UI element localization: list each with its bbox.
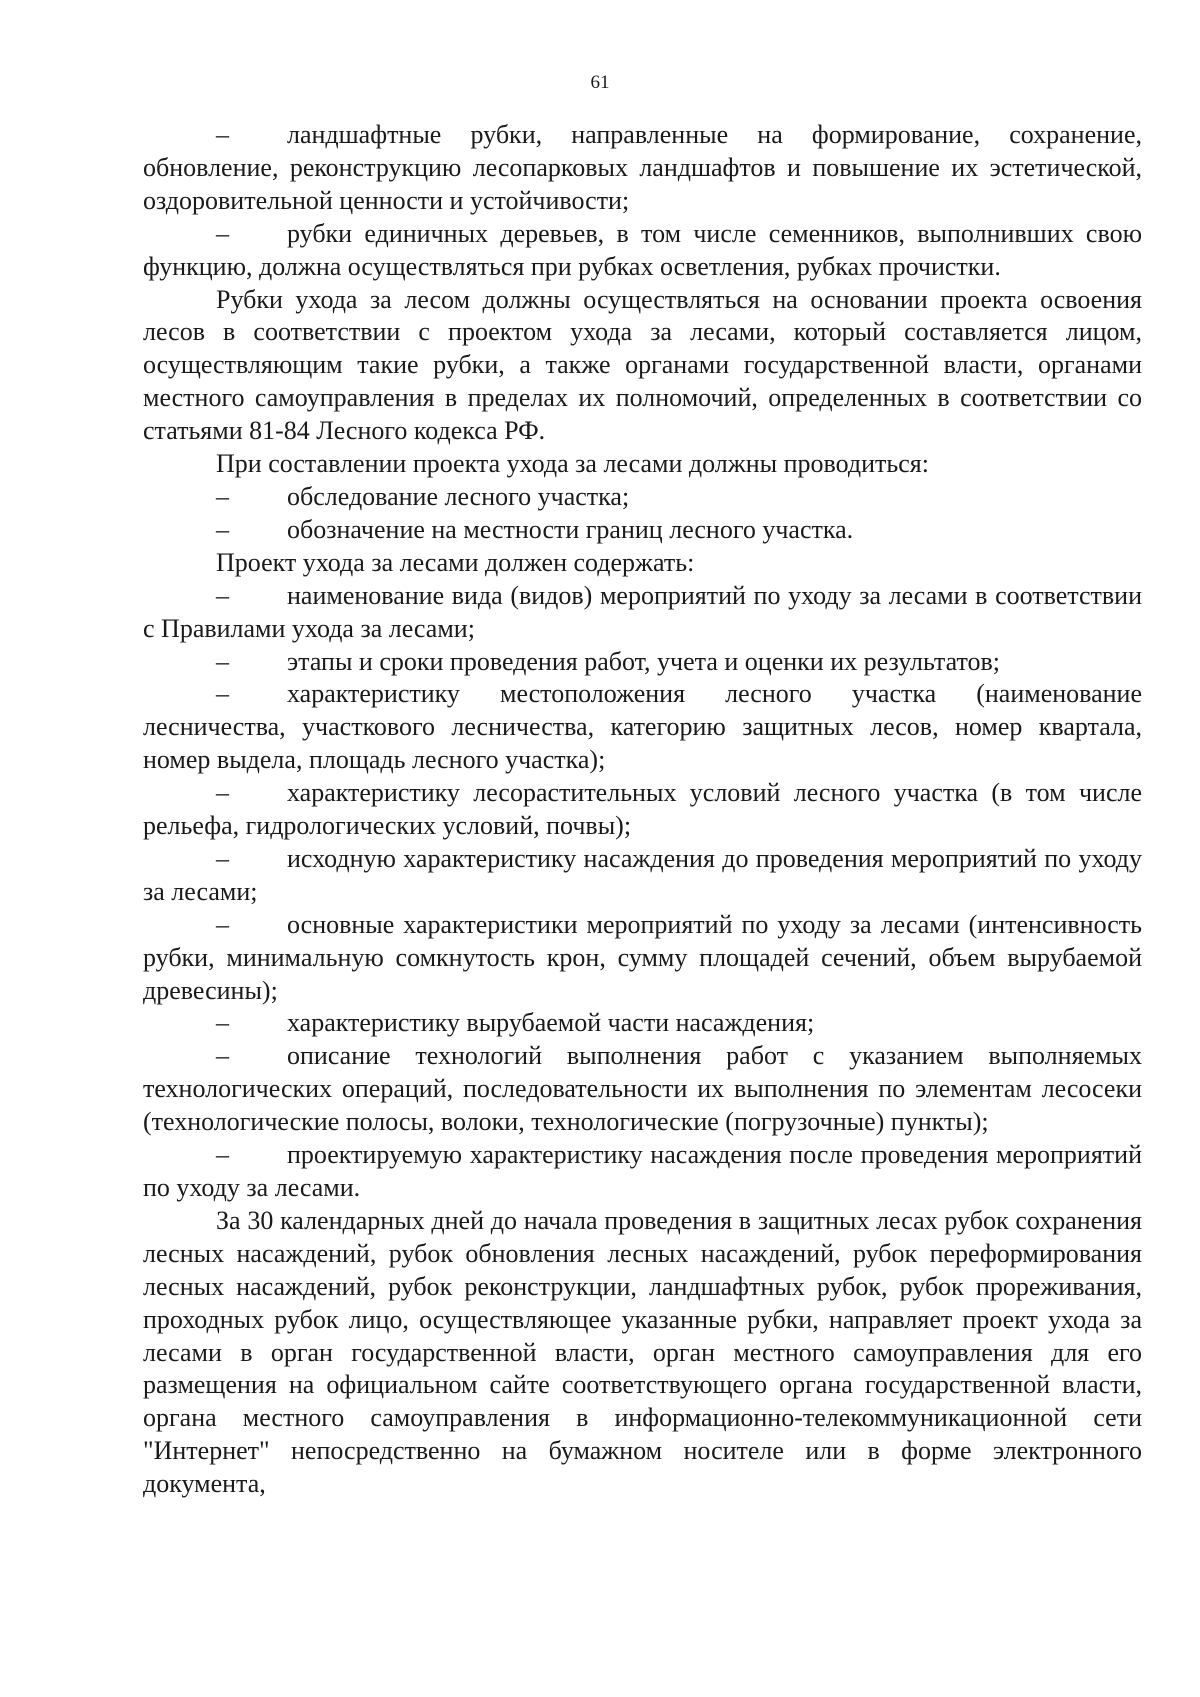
list-item-text: обследование лесного участка; <box>287 481 630 511</box>
list-item <box>143 481 1142 514</box>
document-body <box>143 119 1142 1501</box>
paragraph: Рубки ухода за лесом должны осуществляться на основании проекта освоения лесов в соответствии с проектом ухода за лесами, который составляется лицом, осуществляющим такие рубки, а также органами государственной власти, органами местного самоуправления в пределах их полномочий, определенных в соответствии со статьями 81-84 Лесного кодекса РФ. <box>143 284 1142 446</box>
list-item <box>143 1040 1142 1139</box>
list-item <box>143 678 1142 777</box>
dash-bullet: – <box>216 120 229 149</box>
list-item-text: ландшафтные рубки, направленные на формирование, сохранение, обновление, реконструкцию лесопарковых ландшафтов и повышение их эстетической, оздоровительной ценности и устойчивости; <box>143 120 1142 215</box>
paragraph: При составлении проекта ухода за лесами должны проводиться: <box>216 449 929 479</box>
list-item <box>143 1139 1142 1205</box>
dash-bullet: – <box>216 909 229 939</box>
list-item <box>143 1007 1142 1040</box>
paragraph: За 30 календарных дней до начала проведения в защитных лесах рубок сохранения лесных насаждений, рубок обновления лесных насаждений, рубок переформирования лесных насаждений, рубок реконструкции, ландшафтных рубок, рубок прореживания, проходных рубок лицо, осуществляющее указанные рубки, направляет проект ухода за лесами в орган государственной власти, орган местного самоуправления для его размещения на официальном сайте соответствующего органа государственной власти, органа местного самоуправления в информационно-телекоммуникационной сети "Интернет" непосредственно на бумажном носителе или в форме электронного документа, <box>143 1205 1142 1499</box>
list-item <box>143 646 1142 679</box>
dash-bullet: – <box>216 514 229 544</box>
list-item <box>143 218 1142 284</box>
list-item <box>143 119 1142 218</box>
list-item-text: характеристику местоположения лесного участка (наименование лесничества, участкового лесничества, категорию защитных лесов, номер квартала, номер выдела, площадь лесного участка); <box>143 679 1142 775</box>
dash-bullet: – <box>216 481 229 511</box>
dash-bullet: – <box>216 580 229 610</box>
list-item-text: характеристику вырубаемой части насаждения; <box>287 1008 815 1038</box>
dash-bullet: – <box>216 1008 229 1038</box>
list-item-text: характеристику лесорастительных условий лесного участка (в том числе рельефа, гидрологических условий, почвы); <box>143 778 1142 841</box>
paragraph: Проект ухода за лесами должен содержать: <box>216 547 695 577</box>
list-item-text: исходную характеристику насаждения до проведения мероприятий по уходу за лесами; <box>143 843 1142 906</box>
list-item-text: описание технологий выполнения работ с указанием выполняемых технологических операций, последовательности их выполнения по элементам лесосеки (технологические полосы, волоки, технологические (погрузочные) пункты); <box>143 1041 1142 1137</box>
page-number: 61 <box>590 72 610 93</box>
dash-bullet: – <box>216 843 229 873</box>
dash-bullet: – <box>216 778 229 808</box>
list-item-text: основные характеристики мероприятий по уходу за лесами (интенсивность рубки, минимальную сомкнутость крон, сумму площадей сечений, объем вырубаемой древесины); <box>143 909 1142 1005</box>
list-item <box>143 580 1142 646</box>
dash-bullet: – <box>216 646 229 676</box>
dash-bullet: – <box>216 218 229 248</box>
list-item-text: проектируемую характеристику насаждения после проведения мероприятий по уходу за лесами. <box>143 1140 1142 1202</box>
list-item <box>143 777 1142 843</box>
dash-bullet: – <box>216 1140 229 1170</box>
list-item <box>143 909 1142 1008</box>
list-item <box>143 843 1142 909</box>
list-item <box>143 514 1142 547</box>
dash-bullet: – <box>216 1041 229 1071</box>
list-item-text: рубки единичных деревьев, в том числе семенников, выполнивших свою функцию, должна осуществляться при рубках осветления, рубках прочистки. <box>143 218 1142 281</box>
dash-bullet: – <box>216 679 229 709</box>
list-item-text: этапы и сроки проведения работ, учета и оценки их результатов; <box>287 646 1000 676</box>
list-item-text: обозначение на местности границ лесного участка. <box>287 514 854 544</box>
list-item-text: наименование вида (видов) мероприятий по уходу за лесами в соответствии с Правилами ухода за лесами; <box>143 580 1142 643</box>
